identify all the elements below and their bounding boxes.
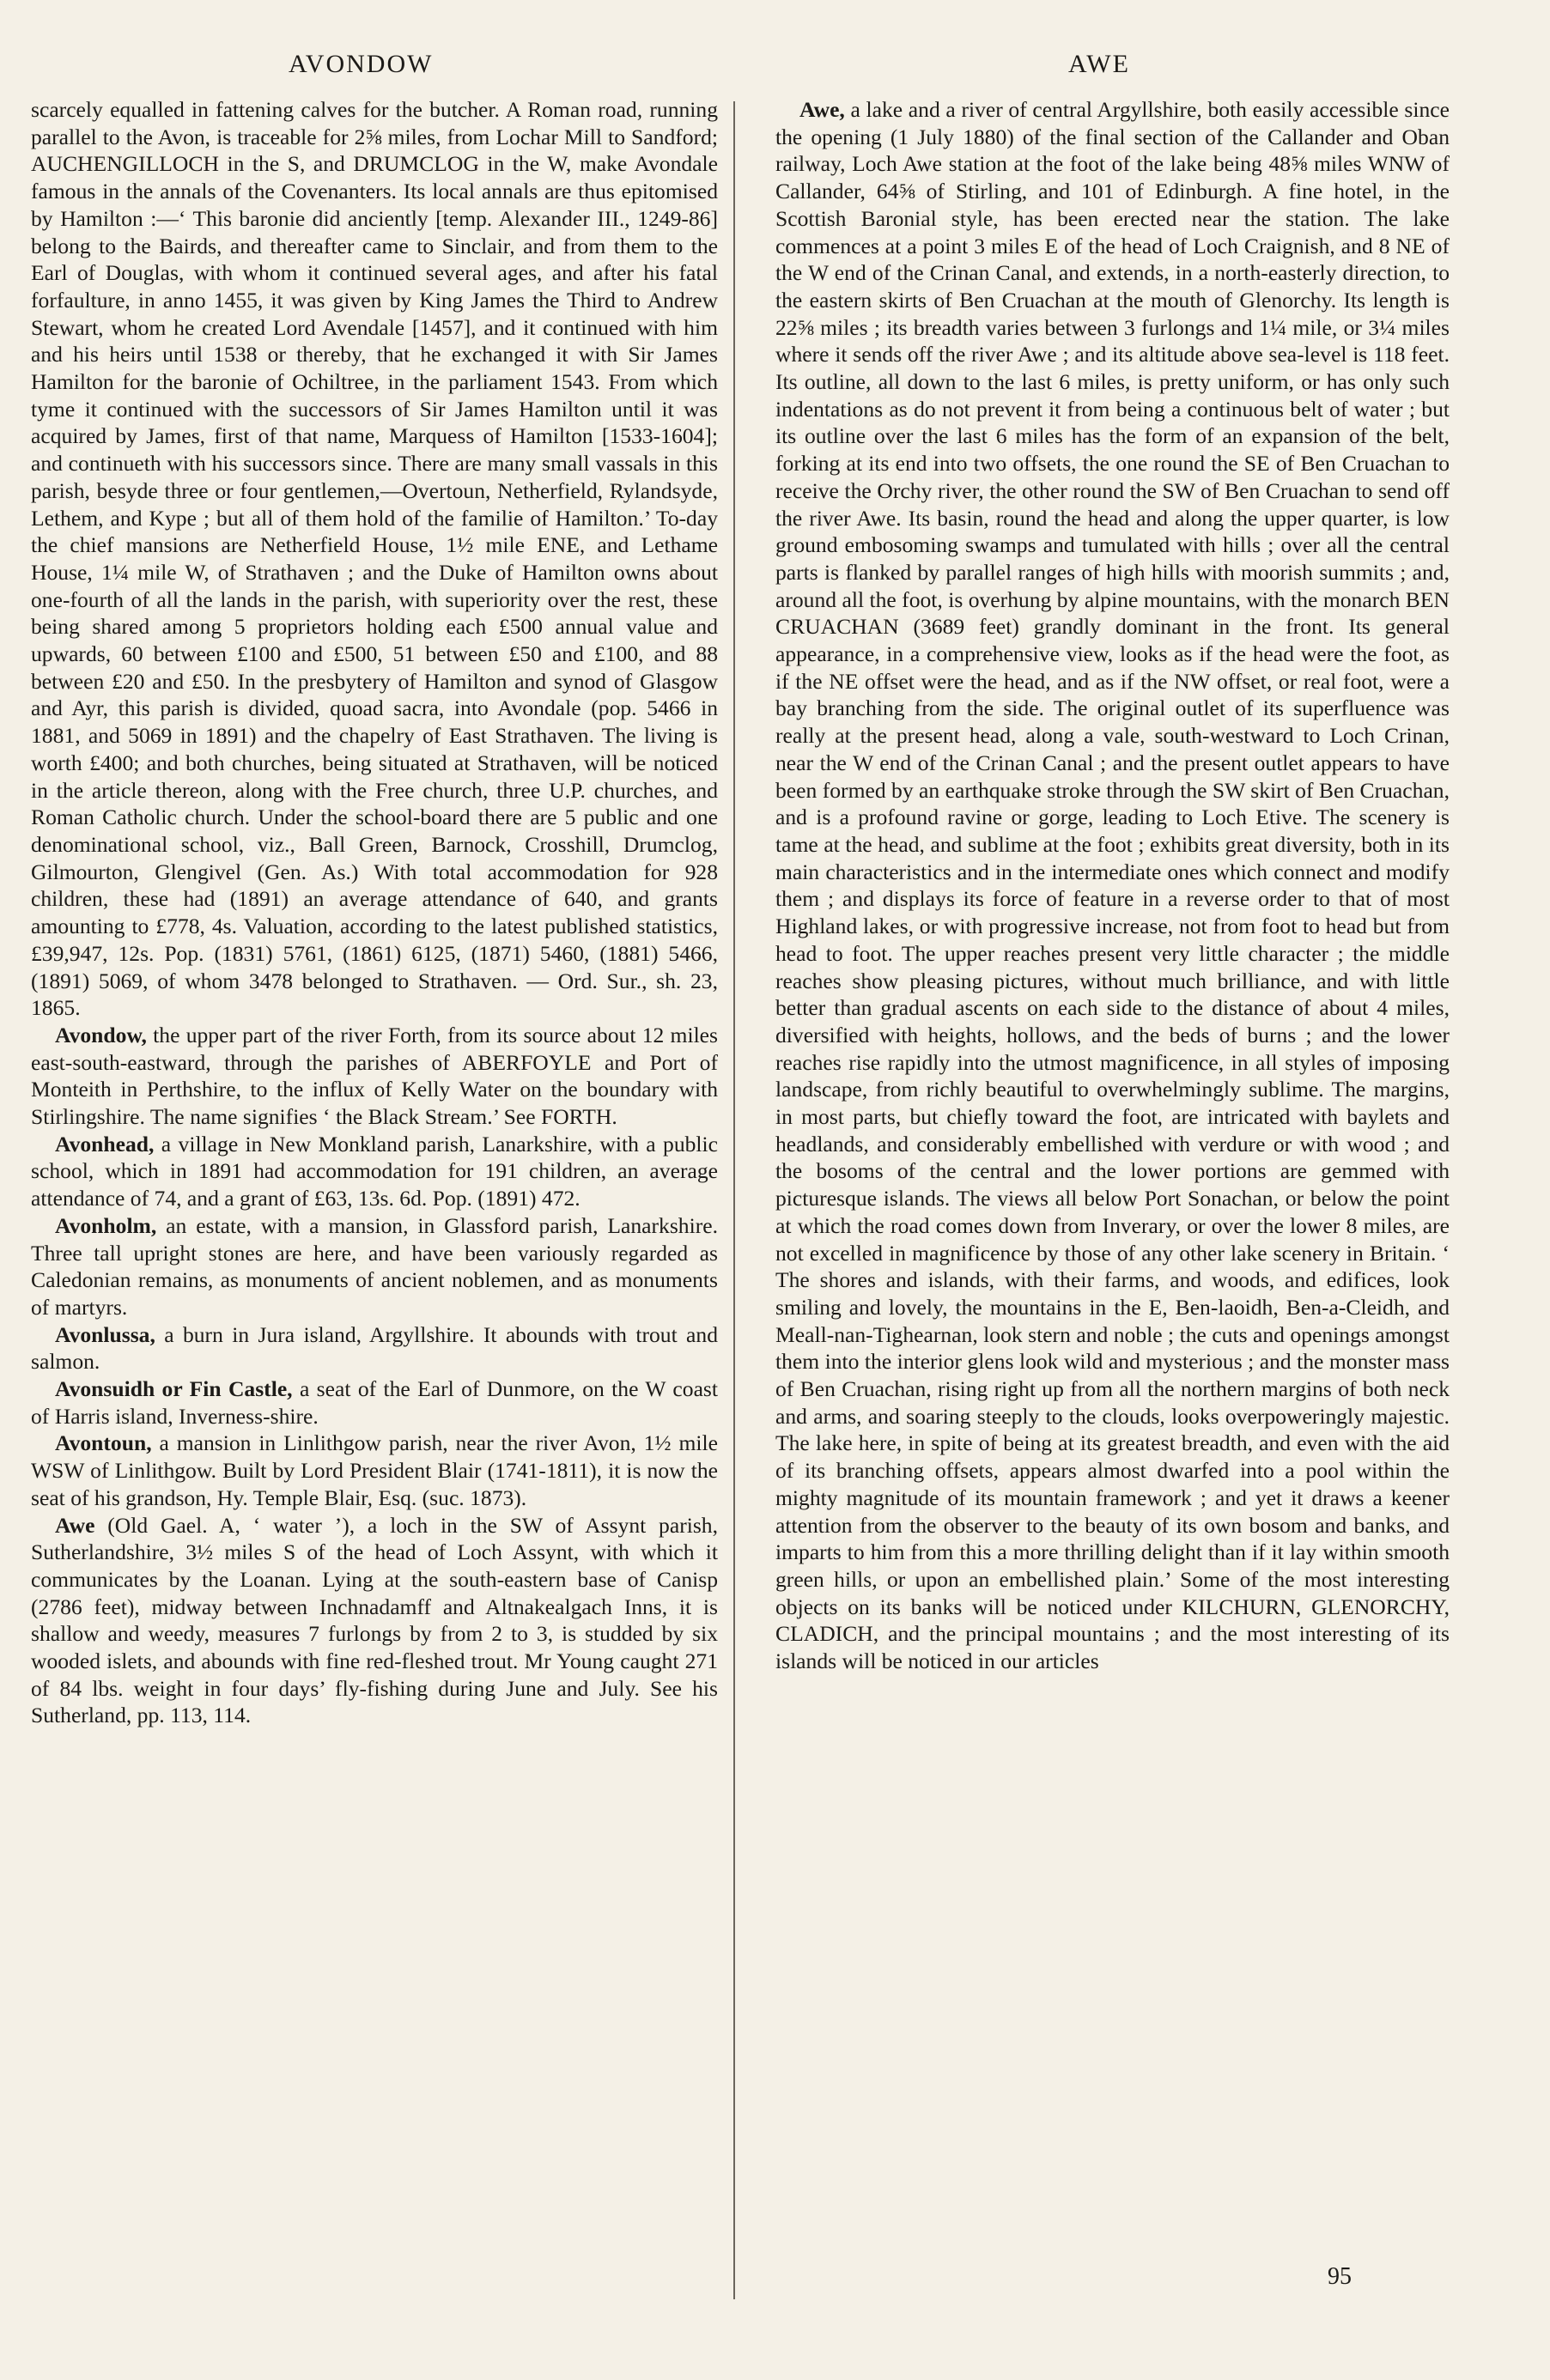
entry-text: a village in New Monkland parish, Lanarkshire, with a public school, which in 1891 had accommodation for 191 children, an average attendance of 74, and a grant of £63, 13s. 6d. Pop. (1891) 472.: [31, 1131, 718, 1211]
entry-headword: Avonlussa,: [55, 1321, 155, 1347]
entry-headword: Avonhead,: [55, 1131, 155, 1157]
right-column: [775, 96, 1450, 1675]
entry-headword: Avondow,: [55, 1022, 147, 1047]
entry-text: a lake and a river of central Argyllshire, both easily accessible since the opening (1 July 1880) of the final section of the Callander and Oban railway, Loch Awe station at the foot of the lake being 48⅝ miles WNW of Callander, 64⅝ of Stirling, and 101 of Edinburgh. A fine hotel, in the Scottish Baronial style, has been erected near the station. The lake commences at a point 3 miles E of the head of Loch Craignish, and 8 NE of the W end of the Crinan Canal, and extends, in a north-easterly direction, to the eastern skirts of Ben Cruachan at the mouth of Glenorchy. Its length is 22⅝ miles ; its breadth varies between 3 furlongs and 1¼ mile, or 3¼ miles where it sends off the river Awe ; and its altitude above sea-level is 118 feet. Its outline, all down to the last 6 miles, is pretty uniform, or has only such indentations as do not prevent it from being a continuous belt of water ; but its outline over the last 6 miles has the form of an expansion of the belt, forking at its end into two offsets, the one round the SE of Ben Cruachan to receive the Orchy river, the other round the SW of Ben Cruachan to send off the river Awe. Its basin, round the head and along the upper quarter, is low ground embosoming swamps and tumulated with hills ; over all the central parts is flanked by parallel ranges of high hills with moorish summits ; and, around all the foot, is overhung by alpine mountains, with the monarch BEN CRUACHAN (3689 feet) grandly dominant in the front. Its general appearance, in a comprehensive view, looks as if the head were the foot, as if the NE offset were the head, and as if the NW offset, or real foot, were a bay branching from the side. The original outlet of its superfluence was really at the present head, along a vale, south-westward to Loch Crinan, near the W end of the Crinan Canal ; and the present outlet appears to have been formed by an earthquake stroke through the SW skirt of Ben Cruachan, and is a profound ravine or gorge, leading to Loch Etive. The scenery is tame at the head, and sublime at the foot ; exhibits great diversity, both in its main characteristics and in the intermediate ones which connect and modify them ; and displays its force of feature in a reverse order to that of most Highland lakes, or with progressive increase, not from foot to head but from head to foot. The upper reaches present very little character ; the middle reaches show pleasing pictures, without much brilliance, and with little better than gradual ascents on each side to the distance of about 4 miles, diversified with heights, hollows, and the beds of burns ; and the lower reaches rise rapidly into the utmost magnificence, in all styles of imposing landscape, from richly beautiful to overwhelmingly sublime. The margins, in most parts, but chiefly toward the foot, are intricated with baylets and headlands, and considerably embellished with verdure or with wood ; and the bosoms of the central and the lower portions are gemmed with picturesque islands. The views all below Port Sonachan, or below the point at which the road comes down from Inverary, or over the lower 8 miles, are not excelled in magnificence by those of any other lake scenery in Britain. ‘ The shores and islands, with their farms, and woods, and edifices, look smiling and lovely, the mountains in the E, Ben-laoidh, Ben-a-Cleidh, and Meall-nan-Tighearnan, look stern and noble ; the cuts and openings amongst them into the interior glens look wild and mysterious ; and the monster mass of Ben Cruachan, rising right up from all the northern margins of both neck and arms, and soaring steeply to the clouds, looks overpoweringly majestic. The lake here, in spite of being at its greatest breadth, and even with the aid of its branching offsets, appears almost dwarfed into a pool within the mighty magnitude of its mountain framework ; and yet it draws a keener attention from the observer to the beauty of its own bosom and banks, and imparts to him from this a more thrilling delight than if it lay within smooth green hills, or upon an embellished plain.’ Some of the most interesting objects on its banks will be noticed under KILCHURN, GLENORCHY, CLADICH, and the principal mountains ; and the most interesting of its islands will be noticed in our articles: [775, 97, 1450, 1674]
entry-text: a seat of the Earl of Dunmore, on the W coast of Harris island, Inverness-shire.: [31, 1376, 718, 1429]
entry-headword: Awe: [55, 1512, 95, 1538]
entry-avonsuidh: [31, 1375, 718, 1430]
entry-avonhead: [31, 1131, 718, 1212]
entry-avonholm: [31, 1212, 718, 1321]
entry-headword: Awe,: [799, 97, 845, 122]
entry-text: a mansion in Linlithgow parish, near the river Avon, 1½ mile WSW of Linlithgow. Built by Lord President Blair (1741-1811), it is now the seat of his grandson, Hy. Temple Blair, Esq. (suc. 1873).: [31, 1430, 718, 1510]
running-head-right: AWE: [1068, 50, 1130, 78]
entry-text: an estate, with a mansion, in Glassford parish, Lanarkshire. Three tall upright stones are here, and have been variously regarded as Caledonian remains, as monuments of ancient noblemen, and as monuments of martyrs.: [31, 1212, 718, 1320]
entry-avontoun: [31, 1430, 718, 1511]
entry-text: a burn in Jura island, Argyllshire. It abounds with trout and salmon.: [31, 1321, 718, 1375]
left-column: [31, 96, 718, 1729]
entry-headword: Avonholm,: [55, 1212, 157, 1238]
entry-text: the upper part of the river Forth, from its source about 12 miles east-south-eastward, through the parishes of ABERFOYLE and Port of Monteith in Perthshire, to the influx of Kelly Water on the boundary with Stirlingshire. The name signifies ‘ the Black Stream.’ See FORTH.: [31, 1022, 718, 1130]
entry-avonlussa: [31, 1321, 718, 1375]
continued-paragraph: scarcely equalled in fattening calves for the butcher. A Roman road, running parallel to the Avon, is traceable for 2⅝ miles, from Lochar Mill to Sandford; AUCHENGILLOCH in the S, and DRUMCLOG in the W, make Avondale famous in the annals of the Covenanters. Its local annals are thus epitomised by Hamilton :—‘ This baronie did anciently [temp. Alexander III., 1249-86] belong to the Bairds, and thereafter came to Sinclair, and from them to the Earl of Douglas, with whom it continued several ages, and after his fatal forfaulture, in anno 1455, it was given by King James the Third to Andrew Stewart, whom he created Lord Avendale [1457], and it continued with him and his heirs until 1538 or thereby, that he exchanged it with Sir James Hamilton for the baronie of Ochiltree, in the parliament 1543. From which tyme it continued with the successors of Sir James Hamilton until it was acquired by James, first of that name, Marquess of Hamilton [1533-1604]; and continueth with his successors since. There are many small vassals in this parish, besyde three or four gentlemen,—Overtoun, Netherfield, Rylandsyde, Lethem, and Kype ; but all of them hold of the familie of Hamilton.’ To-day the chief mansions are Netherfield House, 1½ mile ENE, and Lethame House, 1¼ mile W, of Strathaven ; and the Duke of Hamilton owns about one-fourth of all the lands in the parish, with superiority over the rest, these being shared among 5 proprietors holding each £500 annual value and upwards, 60 between £100 and £500, 51 between £50 and £100, and 88 between £20 and £50. In the presbytery of Hamilton and synod of Glasgow and Ayr, this parish is divided, quoad sacra, into Avondale (pop. 5466 in 1881, and 5069 in 1891) and the chapelry of East Strathaven. The living is worth £400; and both churches, being situated at Strathaven, will be noticed in the article thereon, along with the Free church, three U.P. churches, and Roman Catholic church. Under the school-board there are 5 public and one denominational school, viz., Ball Green, Barnock, Crosshill, Drumclog, Gilmourton, Glengivel (Gen. As.) With total accommodation for 928 children, these had (1891) an average attendance of 640, and grants amounting to £778, 4s. Valuation, according to the latest published statistics, £39,947, 12s. Pop. (1831) 5761, (1861) 6125, (1871) 5460, (1881) 5466, (1891) 5069, of whom 3478 belonged to Strathaven. — Ord. Sur., sh. 23, 1865.: [31, 97, 718, 1021]
entry-avondow: [31, 1022, 718, 1131]
entry-awe-argyllshire: [775, 96, 1450, 1675]
running-head-left: AVONDOW: [289, 50, 434, 78]
gazetteer-page: [31, 34, 1456, 2353]
entry-headword: Avontoun,: [55, 1430, 152, 1456]
column-divider: [733, 101, 735, 2299]
entry-headword: Avonsuidh or Fin Castle,: [55, 1376, 293, 1402]
entry-awe-assynt: [31, 1512, 718, 1730]
page-number: 95: [1328, 2263, 1352, 2290]
entry-text: (Old Gael. A, ‘ water ’), a loch in the SW of Assynt parish, Sutherlandshire, 3½ miles S of the head of Loch Assynt, with which it communicates by the Loanan. Lying at the south-eastern base of Canisp (2786 feet), midway between Inchnadamff and Altnakealgach Inns, it is shallow and weedy, measures 7 furlongs by from 2 to 3, is studded by six wooded islets, and abounds with fine red-fleshed trout. Mr Young caught 271 of 84 lbs. weight in four days’ fly-fishing during June and July. See his Sutherland, pp. 113, 114.: [31, 1512, 718, 1728]
